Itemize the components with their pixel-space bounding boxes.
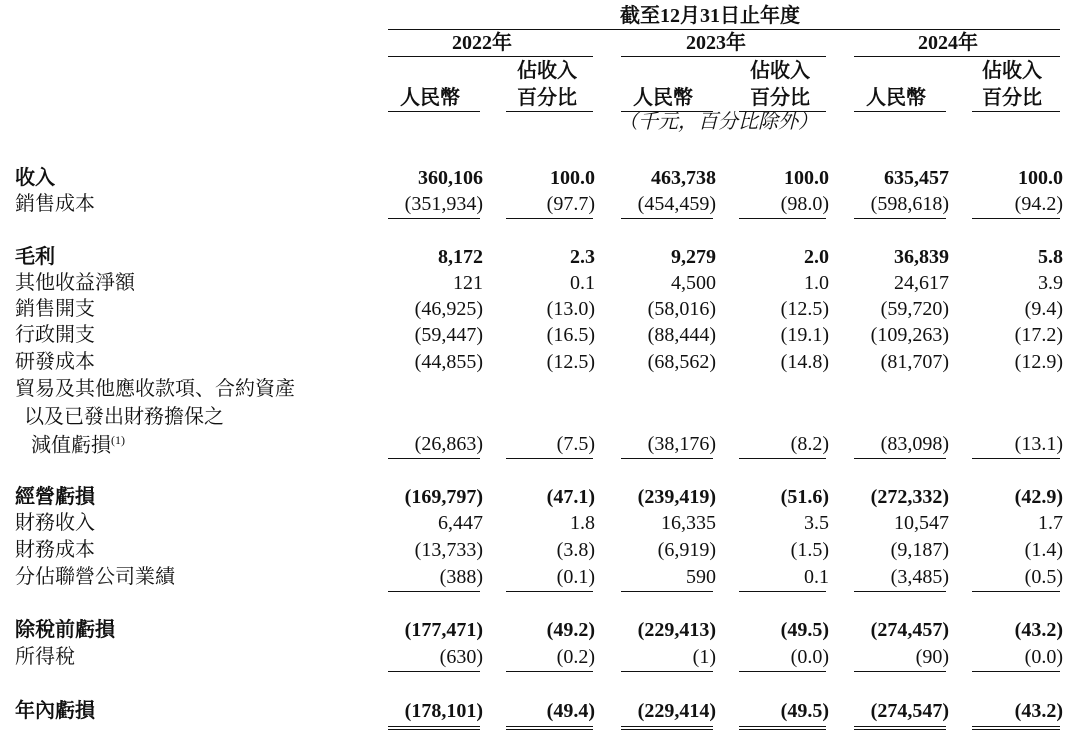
subtotal-rule: [621, 671, 713, 672]
cell-value: (239,419): [637, 486, 716, 508]
impairment-label-line1: 貿易及其他應收款項、合約資產: [15, 378, 295, 400]
cell-value: (97.7): [546, 193, 595, 215]
cell-value: 121: [453, 272, 483, 294]
cell-value: 10,547: [894, 512, 949, 534]
row-label: 行政開支: [15, 324, 95, 346]
cell-value: 1.8: [570, 512, 595, 534]
cell-value: (81,707): [880, 351, 949, 373]
cell-value: (42.9): [1014, 486, 1063, 508]
pct-header-line2-2023: 百分比: [750, 87, 810, 109]
cell-value: (13.1): [1014, 433, 1063, 455]
subtotal-rule: [854, 218, 946, 219]
total-double-rule: [388, 726, 480, 730]
pct-header-line2-2024: 百分比: [982, 87, 1042, 109]
cell-value: (109,263): [870, 324, 949, 346]
cell-value: (43.2): [1014, 619, 1063, 641]
row-label: 經營虧損: [15, 486, 95, 508]
row-label: 分佔聯營公司業績: [15, 566, 175, 588]
row-label: 財務成本: [15, 539, 95, 561]
cell-value: (46,925): [414, 298, 483, 320]
subtotal-rule: [388, 591, 480, 592]
cell-value: (17.2): [1014, 324, 1063, 346]
cell-value: (9.4): [1024, 298, 1063, 320]
cell-value: (1): [692, 646, 716, 668]
cell-value: (49.4): [546, 700, 595, 722]
total-double-rule: [972, 726, 1060, 730]
total-double-rule: [506, 726, 593, 730]
total-double-rule: [621, 726, 713, 730]
subtotal-rule: [739, 458, 826, 459]
total-double-rule: [739, 726, 826, 730]
cell-value: 5.8: [1038, 246, 1063, 268]
pct-header-line1-2024: 佔收入: [982, 60, 1042, 82]
unit-note: （千元，百分比除外）: [618, 111, 818, 133]
cell-value: (44,855): [414, 351, 483, 373]
cell-value: (1.5): [790, 539, 829, 561]
cell-value: (14.8): [780, 351, 829, 373]
cell-value: 1.7: [1038, 512, 1063, 534]
subtotal-rule: [506, 671, 593, 672]
cell-value: (19.1): [780, 324, 829, 346]
cell-value: (12.5): [546, 351, 595, 373]
cell-value: 100.0: [1018, 167, 1063, 189]
cell-value: (7.5): [556, 433, 595, 455]
cell-value: 635,457: [884, 167, 949, 189]
cell-value: 463,738: [651, 167, 716, 189]
cell-value: (38,176): [647, 433, 716, 455]
subtotal-rule: [621, 218, 713, 219]
pct-header-line2-2022: 百分比: [517, 87, 577, 109]
cell-value: (272,332): [870, 486, 949, 508]
cell-value: 2.0: [804, 246, 829, 268]
subtotal-rule: [506, 591, 593, 592]
cell-value: (1.4): [1024, 539, 1063, 561]
subtotal-rule: [621, 591, 713, 592]
cell-value: 0.1: [804, 566, 829, 588]
subtotal-rule: [972, 591, 1060, 592]
subtotal-rule: [972, 458, 1060, 459]
cell-value: (178,101): [404, 700, 483, 722]
row-label: 銷售成本: [15, 193, 95, 215]
cell-value: (83,098): [880, 433, 949, 455]
total-double-rule: [854, 726, 946, 730]
rmb-header-2024: 人民幣: [866, 87, 926, 109]
subtotal-rule: [388, 458, 480, 459]
cell-value: (98.0): [780, 193, 829, 215]
cell-value: (13.0): [546, 298, 595, 320]
cell-value: (68,562): [647, 351, 716, 373]
year-2024: 2024年: [918, 32, 978, 54]
cell-value: (3,485): [890, 566, 949, 588]
cell-value: 3.9: [1038, 272, 1063, 294]
impairment-label-line3: [31, 434, 125, 456]
row-label: 收入: [15, 167, 55, 189]
subtotal-rule: [388, 218, 480, 219]
cell-value: (43.2): [1014, 700, 1063, 722]
cell-value: (12.5): [780, 298, 829, 320]
row-label: 除稅前虧損: [15, 619, 115, 641]
col-rule-rmb-2024: [854, 111, 946, 112]
year-rule-2022: [388, 56, 593, 57]
cell-value: 36,839: [894, 246, 949, 268]
row-label: 年內虧損: [15, 700, 95, 722]
year-rule-2024: [854, 56, 1060, 57]
footnote-marker: (1): [111, 433, 125, 447]
cell-value: (0.5): [1024, 566, 1063, 588]
cell-value: (13,733): [414, 539, 483, 561]
subtotal-rule: [854, 591, 946, 592]
subtotal-rule: [739, 218, 826, 219]
subtotal-rule: [621, 458, 713, 459]
cell-value: (598,618): [870, 193, 949, 215]
cell-value: (0.1): [556, 566, 595, 588]
cell-value: 16,335: [661, 512, 716, 534]
year-rule-2023: [621, 56, 826, 57]
row-label: 毛利: [15, 246, 55, 268]
cell-value: (49.5): [780, 700, 829, 722]
cell-value: 9,279: [671, 246, 716, 268]
cell-value: (274,457): [870, 619, 949, 641]
subtotal-rule: [388, 671, 480, 672]
cell-value: 2.3: [570, 246, 595, 268]
cell-value: (0.0): [1024, 646, 1063, 668]
cell-value: (3.8): [556, 539, 595, 561]
subtotal-rule: [739, 591, 826, 592]
cell-value: (88,444): [647, 324, 716, 346]
cell-value: 8,172: [438, 246, 483, 268]
cell-value: (454,459): [637, 193, 716, 215]
cell-value: 0.1: [570, 272, 595, 294]
period-header: 截至12月31日止年度: [620, 5, 800, 27]
cell-value: (351,934): [404, 193, 483, 215]
cell-value: (94.2): [1014, 193, 1063, 215]
cell-value: 100.0: [784, 167, 829, 189]
cell-value: (59,720): [880, 298, 949, 320]
cell-value: (47.1): [546, 486, 595, 508]
row-label: 研發成本: [15, 351, 95, 373]
cell-value: (49.2): [546, 619, 595, 641]
subtotal-rule: [972, 671, 1060, 672]
cell-value: (0.2): [556, 646, 595, 668]
col-rule-rmb-2022: [388, 111, 480, 112]
cell-value: (0.0): [790, 646, 829, 668]
cell-value: (388): [439, 566, 483, 588]
cell-value: (274,547): [870, 700, 949, 722]
cell-value: 6,447: [438, 512, 483, 534]
subtotal-rule: [972, 218, 1060, 219]
cell-value: 590: [686, 566, 716, 588]
cell-value: (26,863): [414, 433, 483, 455]
cell-value: (16.5): [546, 324, 595, 346]
cell-value: (6,919): [657, 539, 716, 561]
cell-value: (59,447): [414, 324, 483, 346]
impairment-label-line2: 以及已發出財務擔保之: [24, 406, 224, 428]
row-label: 其他收益淨額: [15, 272, 135, 294]
cell-value: (229,413): [637, 619, 716, 641]
subtotal-rule: [854, 671, 946, 672]
cell-value: (51.6): [780, 486, 829, 508]
subtotal-rule: [506, 458, 593, 459]
col-rule-pct-2024: [972, 111, 1060, 112]
col-rule-pct-2022: [506, 111, 593, 112]
cell-value: 4,500: [671, 272, 716, 294]
impairment-label-text: 減值虧損: [31, 434, 111, 457]
cell-value: (9,187): [890, 539, 949, 561]
cell-value: (8.2): [790, 433, 829, 455]
subtotal-rule: [506, 218, 593, 219]
cell-value: (58,016): [647, 298, 716, 320]
pct-header-line1-2023: 佔收入: [750, 60, 810, 82]
cell-value: (49.5): [780, 619, 829, 641]
row-label: 財務收入: [15, 512, 95, 534]
year-2022: 2022年: [452, 32, 512, 54]
rmb-header-2022: 人民幣: [400, 87, 460, 109]
subtotal-rule: [739, 671, 826, 672]
cell-value: 100.0: [550, 167, 595, 189]
row-label: 所得稅: [15, 646, 75, 668]
row-label: 銷售開支: [15, 298, 95, 320]
header-rule-top: [388, 29, 1060, 30]
cell-value: (169,797): [404, 486, 483, 508]
cell-value: 1.0: [804, 272, 829, 294]
cell-value: (177,471): [404, 619, 483, 641]
rmb-header-2023: 人民幣: [633, 87, 693, 109]
cell-value: (630): [439, 646, 483, 668]
cell-value: 3.5: [804, 512, 829, 534]
cell-value: (90): [915, 646, 949, 668]
cell-value: (229,414): [637, 700, 716, 722]
subtotal-rule: [854, 458, 946, 459]
pct-header-line1-2022: 佔收入: [517, 60, 577, 82]
cell-value: 24,617: [894, 272, 949, 294]
cell-value: (12.9): [1014, 351, 1063, 373]
cell-value: 360,106: [418, 167, 483, 189]
year-2023: 2023年: [686, 32, 746, 54]
